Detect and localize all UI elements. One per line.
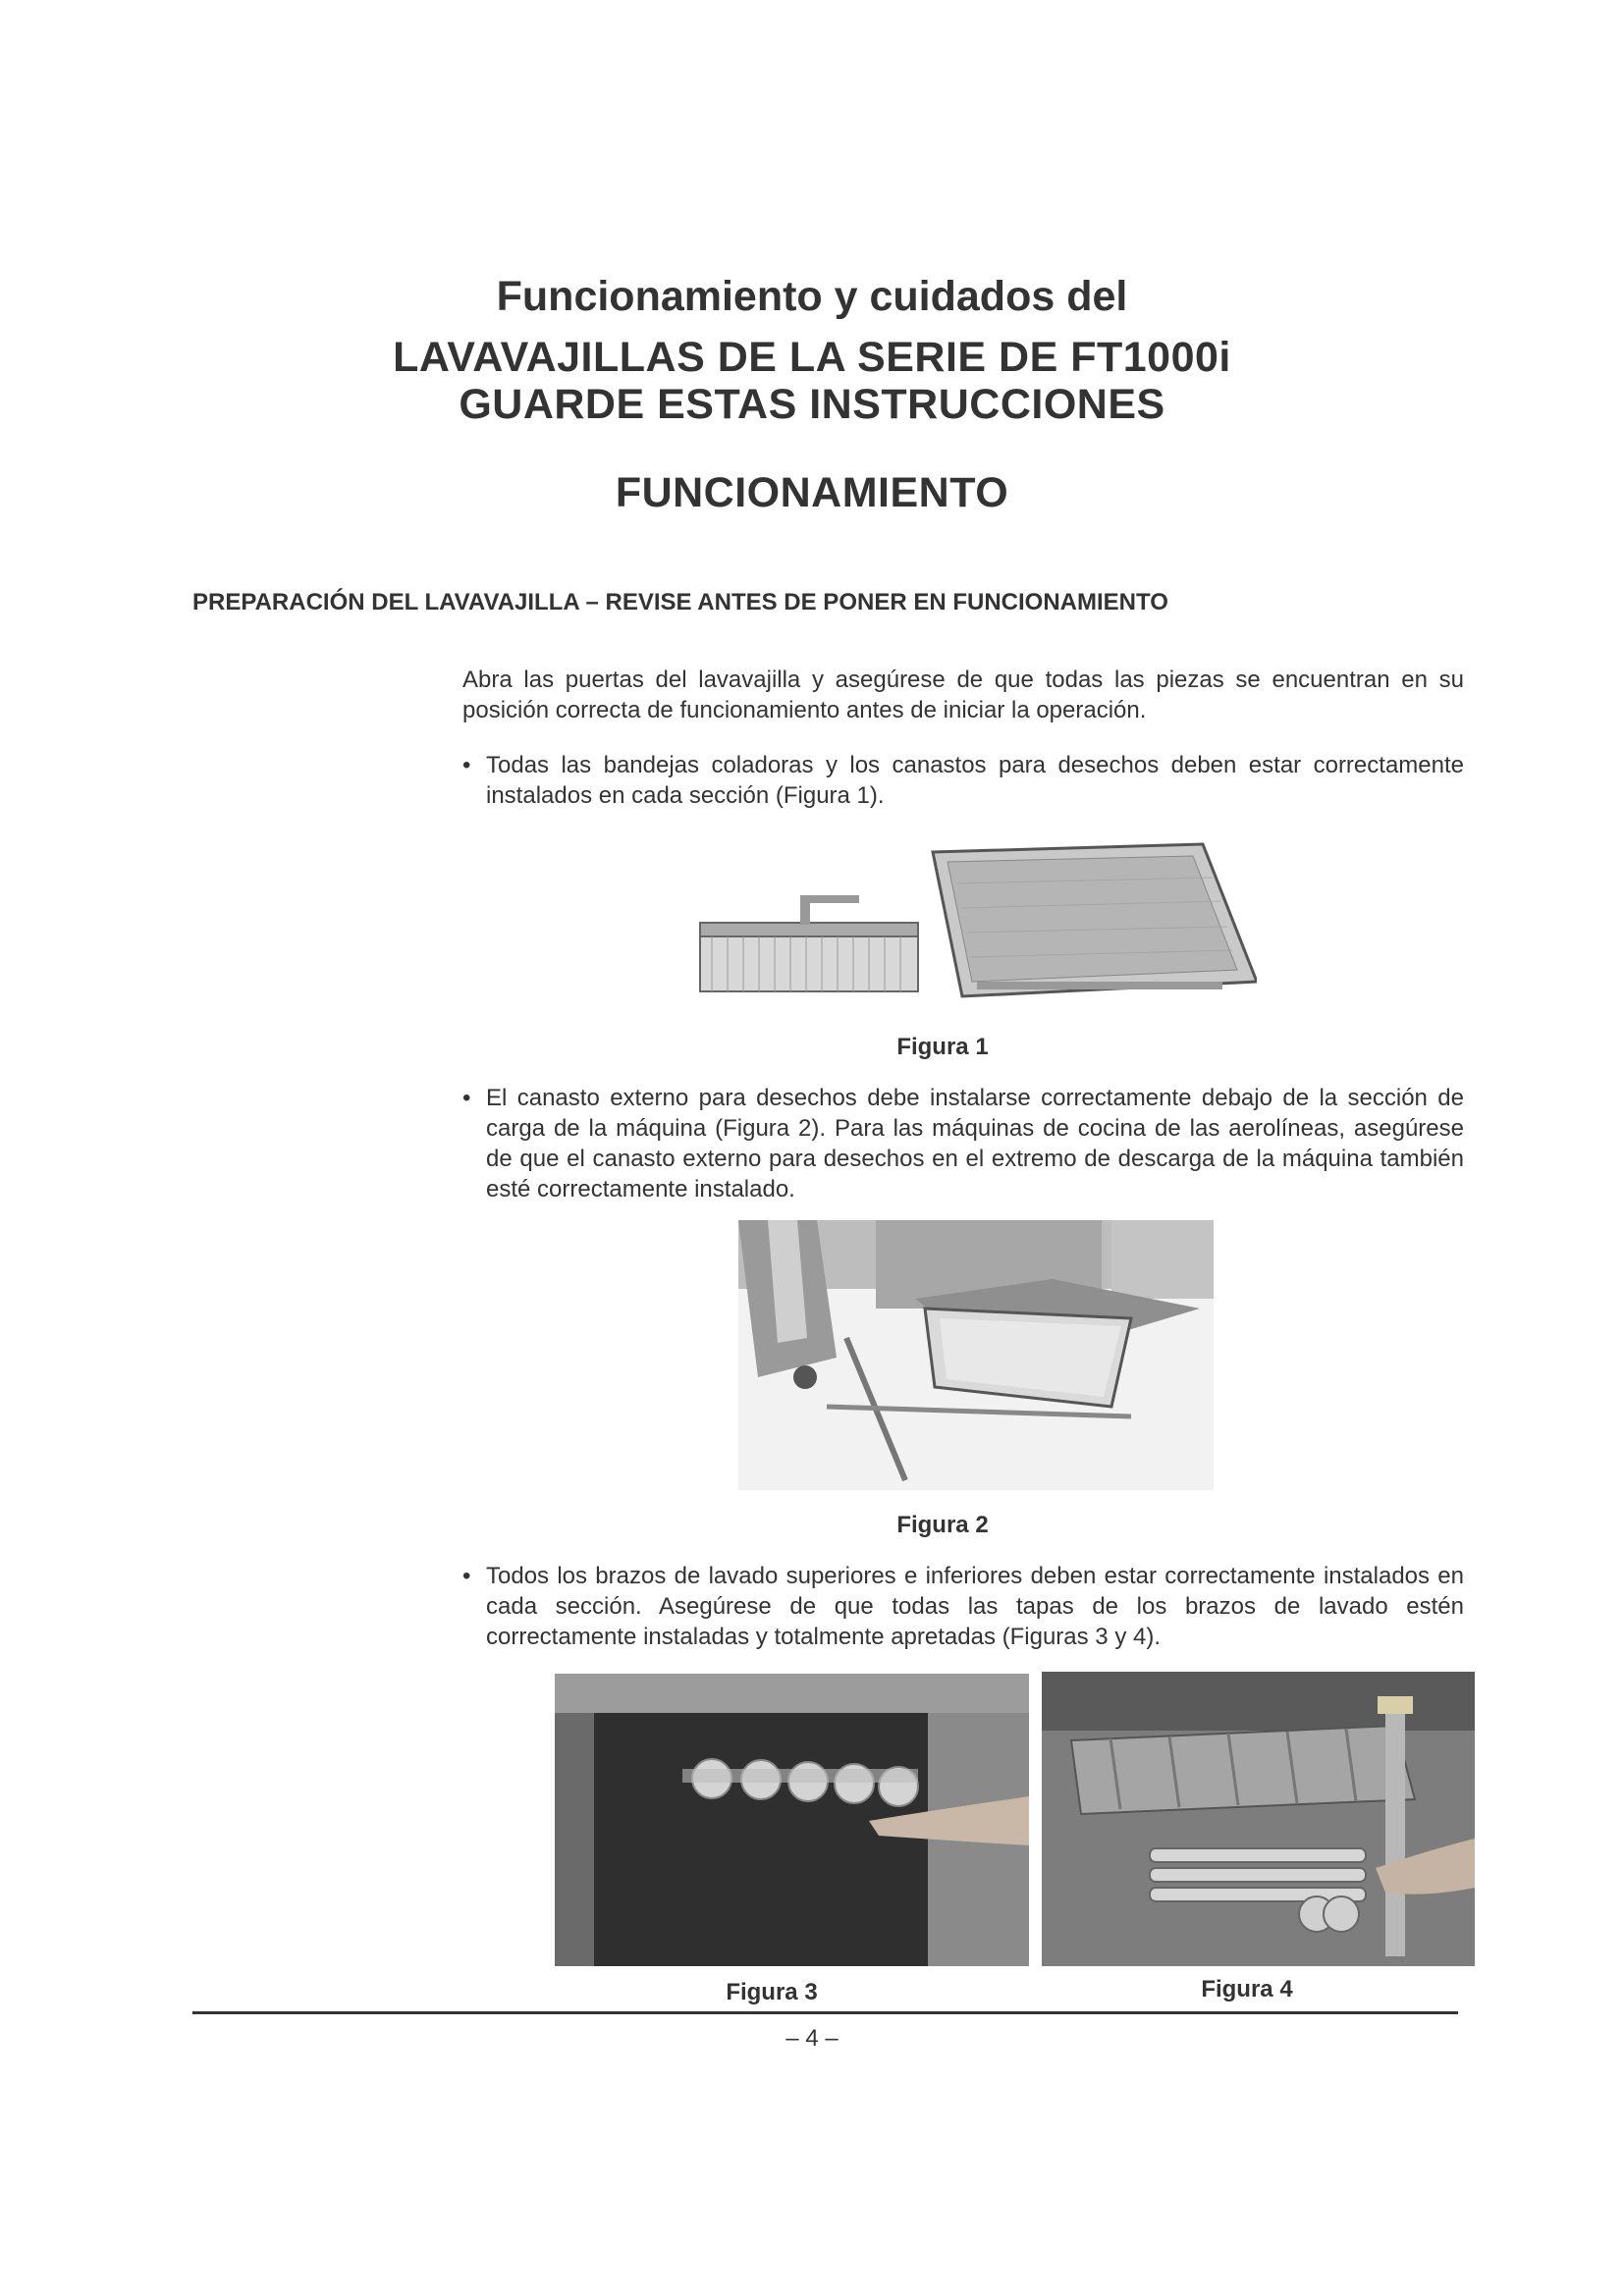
figure-1-image (692, 834, 1257, 1011)
bullet-item-2 (462, 1083, 1464, 1204)
title-line-3: GUARDE ESTAS INSTRUCCIONES (459, 381, 1165, 428)
bullet-text: Todas las bandejas coladoras y los canastos para desechos deben estar correctamente instalados en cada sección (Figura 1). (486, 752, 1464, 809)
bullet-text: El canasto externo para desechos debe instalarse correctamente debajo de la sección de carga de la máquina (Figura 2). Para las máquinas de cocina de las aerolíneas, asegúrese de que el canasto externo para desechos en el extremo de descarga de la máquina también esté correctamente instalado. (486, 1085, 1464, 1202)
figure-4-caption: Figura 4 (1201, 1976, 1293, 2002)
bullet-symbol: • (462, 752, 471, 778)
bullet-symbol: • (462, 1085, 471, 1111)
figure-4-image (1042, 1672, 1475, 1966)
bullet-text: Todos los brazos de lavado superiores e inferiores deben estar correctamente instalados en cada sección. Asegúrese de que todas las tapas de los brazos de lavado estén correctamente instaladas y totalmente apretadas (Figuras 3 y 4). (486, 1563, 1464, 1650)
title-line-1: Funcionamiento y cuidados del (496, 273, 1128, 320)
strainer-basket-and-pan-illustration (692, 834, 1257, 1011)
page-number: – 4 – (785, 2025, 839, 2052)
footer-rule (192, 2011, 1458, 2014)
upper-wash-arm-illustration (555, 1674, 1029, 1966)
figure-1-caption: Figura 1 (896, 1034, 989, 1060)
bullet-item-3 (462, 1561, 1464, 1652)
figure-3-image (555, 1674, 1029, 1966)
section-title: FUNCIONAMIENTO (615, 469, 1009, 516)
figure-3-caption: Figura 3 (726, 1979, 818, 2005)
external-scrap-basket-illustration (738, 1220, 1214, 1490)
subsection-heading: PREPARACIÓN DEL LAVAVAJILLA – REVISE ANTES DE PONER EN FUNCIONAMIENTO (192, 589, 1168, 615)
lower-wash-arm-illustration (1042, 1672, 1475, 1966)
figure-2-image (738, 1220, 1214, 1490)
bullet-symbol: • (462, 1563, 471, 1589)
figure-2-caption: Figura 2 (896, 1512, 989, 1538)
intro-paragraph: Abra las puertas del lavavajilla y asegúrese de que todas las piezas se encuentran en su posición correcta de funcionamiento antes de iniciar la operación. (462, 667, 1464, 723)
bullet-item-1 (462, 750, 1464, 811)
title-line-2: LAVAVAJILLAS DE LA SERIE DE FT1000i (393, 334, 1231, 381)
